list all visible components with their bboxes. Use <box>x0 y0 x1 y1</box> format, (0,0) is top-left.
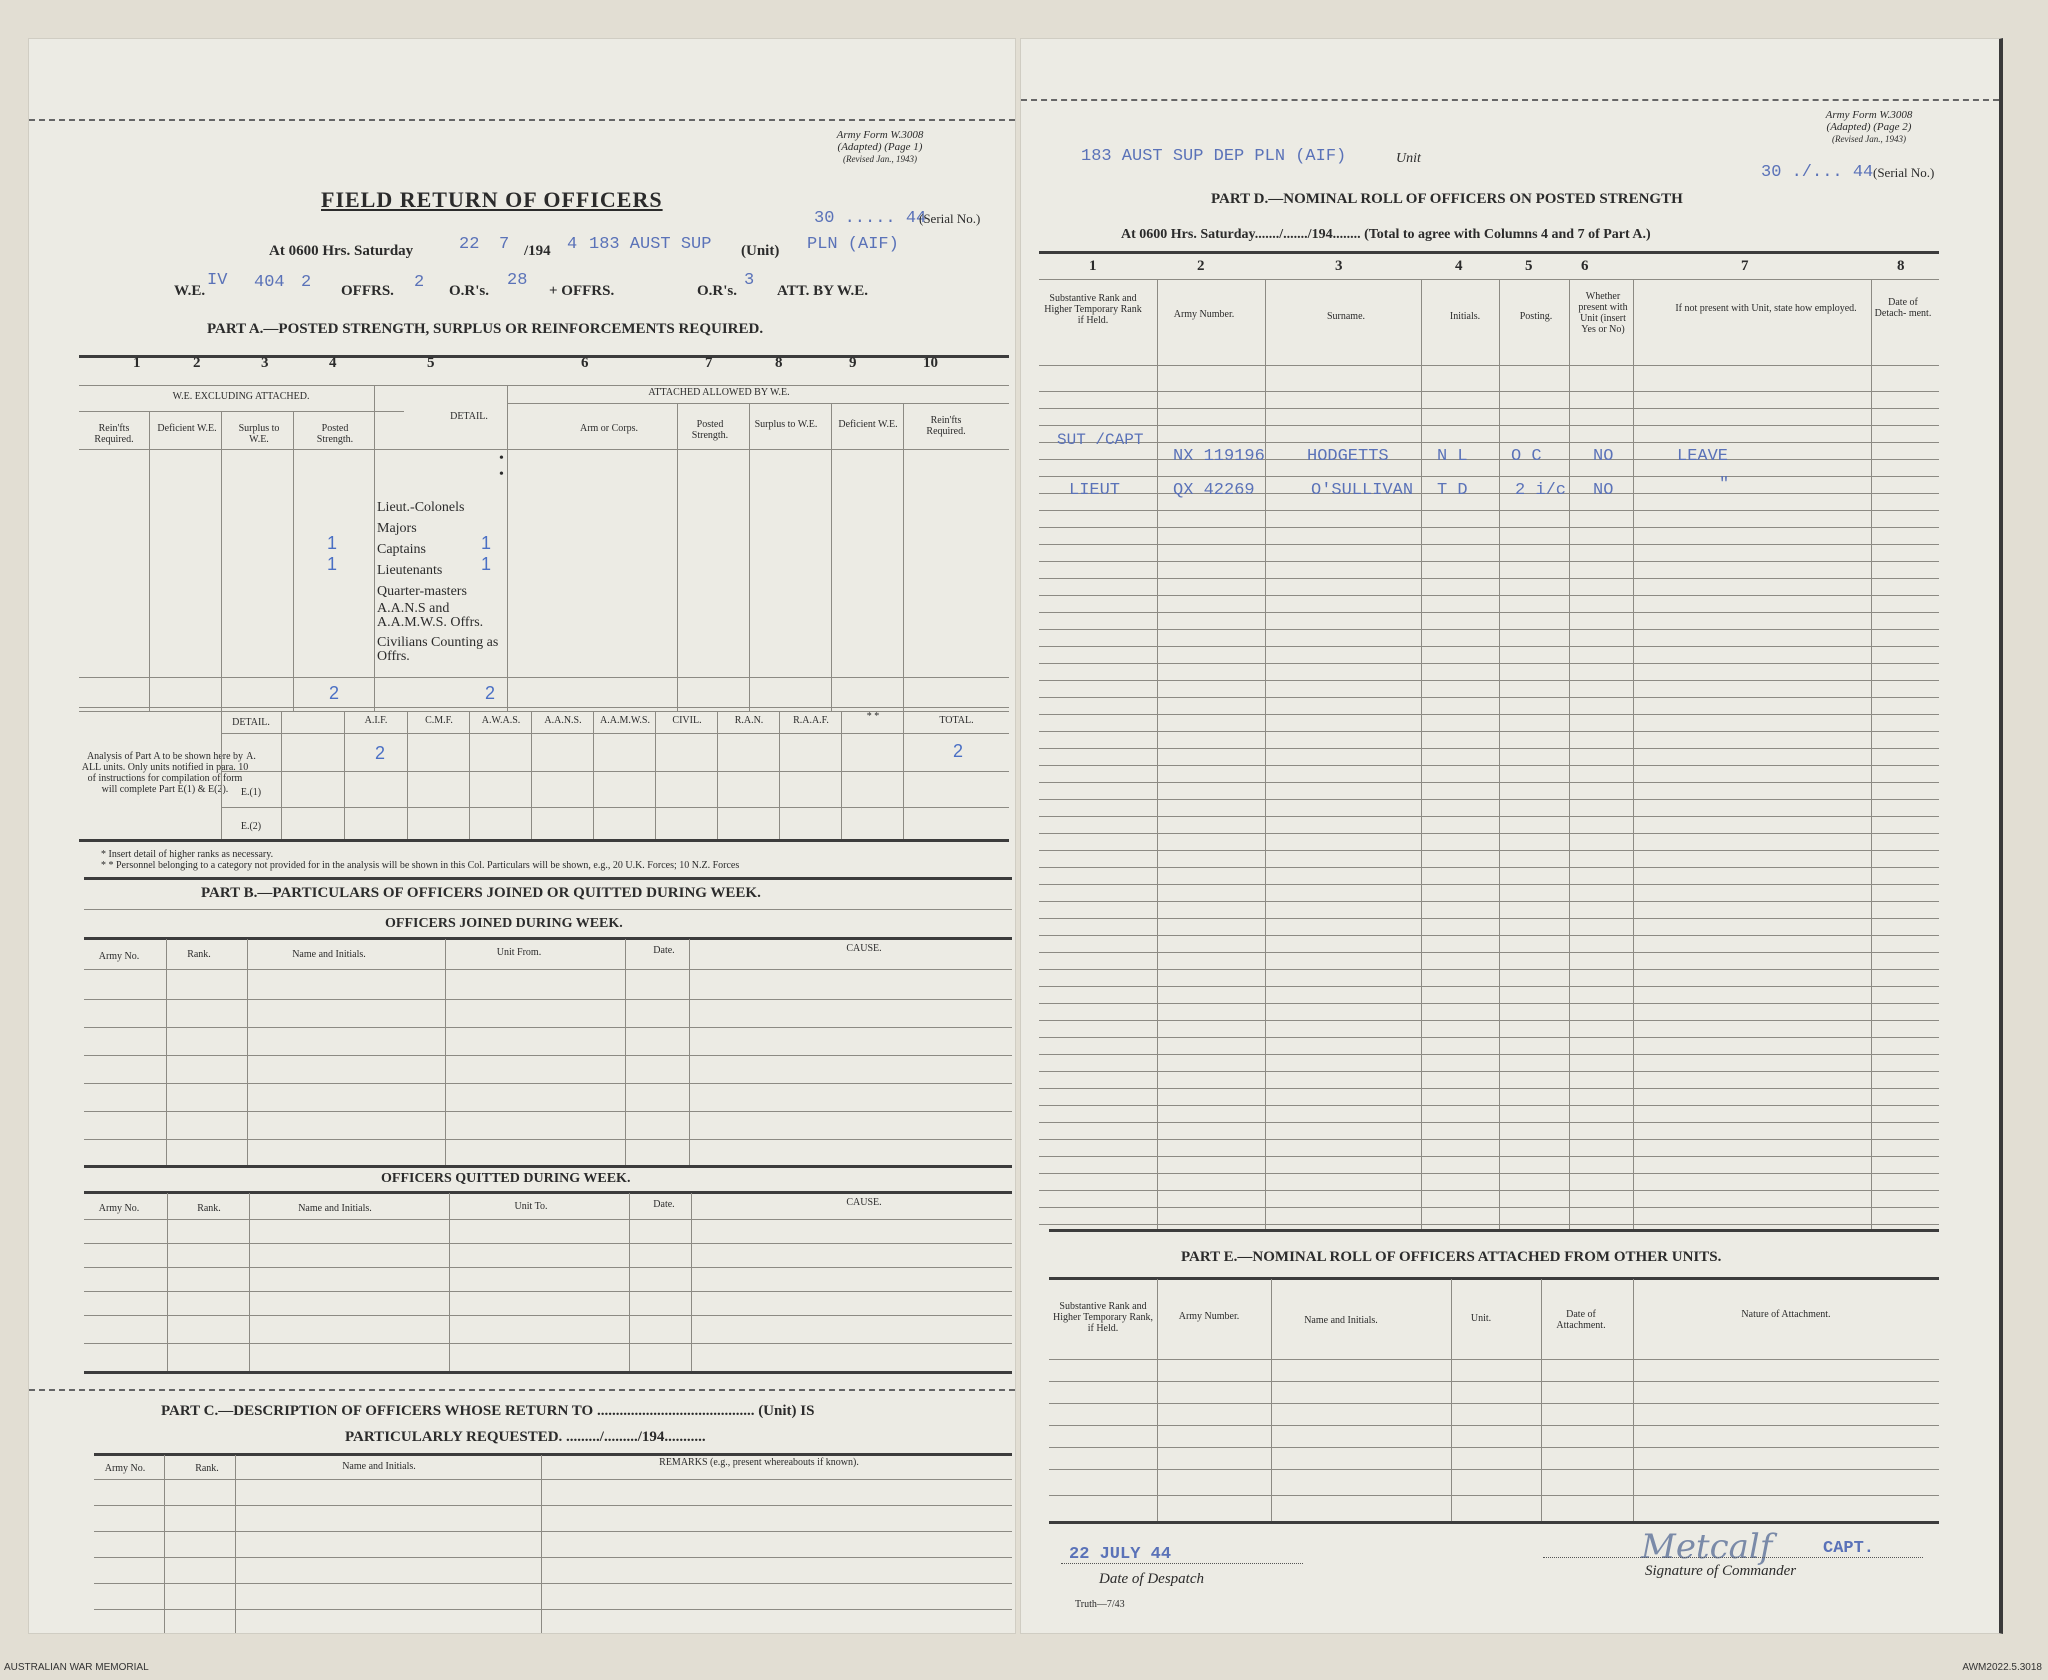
head-posted: Posted Strength. <box>316 423 354 445</box>
part-c-head-name: Name and Initials. <box>342 1461 416 1472</box>
part-c-head-remarks: REMARKS (e.g., present whereabouts if known). <box>659 1457 859 1468</box>
roll-rule-line <box>1039 425 1939 426</box>
e-head-rank: Substantive Rank and Higher Temporary Rank, if Held. <box>1053 1301 1153 1334</box>
d-col-6: 6 <box>1581 258 1589 274</box>
part-c-subtitle: PARTICULARLY REQUESTED. ........./........./194........... <box>345 1429 706 1445</box>
ors2-label: O.R's. <box>697 283 738 299</box>
offrs-fill: 2 <box>414 273 425 292</box>
e-head-date: Date of Attachment. <box>1556 1309 1606 1331</box>
d-col-2: 2 <box>1197 258 1205 274</box>
d-head-employed: If not present with Unit, state how employed. <box>1675 303 1857 314</box>
unit-fill: 183 AUST SUP <box>589 235 712 254</box>
d-head-detachment: Date of Detach- ment. <box>1874 297 1932 319</box>
despatch-label: Date of Despatch <box>1099 1571 1204 1587</box>
form-title: FIELD RETURN OF OFFICERS <box>321 187 663 212</box>
roll-rule-line <box>1039 867 1939 868</box>
roll-rule-line <box>1039 1224 1939 1225</box>
joined-head-date: Date. <box>653 945 675 956</box>
roll-rule-line <box>1039 850 1939 851</box>
roll-rule-line <box>1039 935 1939 936</box>
officer-posting: 2 i/c <box>1515 481 1567 500</box>
roll-rule-line <box>1039 595 1939 596</box>
archive-reference: AWM2022.5.3018 <box>1962 1662 2042 1673</box>
d-head-initials: Initials. <box>1449 311 1481 322</box>
analysis-head-civil: CIVIL. <box>672 715 702 726</box>
plus-offrs-label: + OFFRS. <box>549 283 615 299</box>
part-e-title: PART E.—NOMINAL ROLL OF OFFICERS ATTACHED FROM OTHER UNITS. <box>1181 1249 1722 1265</box>
date-year: /194 <box>524 243 551 259</box>
officer-employed: " <box>1719 475 1730 494</box>
roll-rule-line <box>1039 765 1939 766</box>
head-posted-2: Posted Strength. <box>691 419 729 441</box>
roll-rule-line <box>1039 816 1939 817</box>
col-10: 10 <box>923 355 938 371</box>
analysis-total-value: 2 <box>953 741 964 761</box>
roll-rule-line <box>1039 833 1939 834</box>
analysis-head-ran: R.A.N. <box>734 715 764 726</box>
roll-rule-line <box>1039 1003 1939 1004</box>
roll-rule-line <box>1039 714 1939 715</box>
quitted-head-unit-to: Unit To. <box>514 1201 548 1212</box>
d-col-7: 7 <box>1741 258 1749 274</box>
d-head-present: Whether present with Unit (insert Yes or No) <box>1578 291 1628 335</box>
col-3: 3 <box>261 355 269 371</box>
we-fill: IV <box>207 271 228 290</box>
head-deficient: Deficient W.E. <box>157 423 217 434</box>
roll-rule-line <box>1039 680 1939 681</box>
d-head-posting: Posting. <box>1519 311 1553 322</box>
page-1 <box>28 38 1016 1634</box>
roll-rule-line <box>1039 663 1939 664</box>
roll-rule-line <box>1039 527 1939 528</box>
roll-rule-line <box>1039 1037 1939 1038</box>
part-b-title: PART B.—PARTICULARS OF OFFICERS JOINED OR QUITTED DURING WEEK. <box>201 885 761 901</box>
analysis-head-cmf: C.M.F. <box>425 715 453 726</box>
officer-army-number: QX 42269 <box>1173 481 1255 500</box>
d-head-surname: Surname. <box>1326 311 1366 322</box>
d-col-1: 1 <box>1089 258 1097 274</box>
form-reference-right: Army Form W.3008 (Adapted) (Page 2) (Revised Jan., 1943) <box>1825 109 1913 144</box>
detail-lieutenants: 1 <box>481 554 492 574</box>
rank-majors: Majors <box>377 521 417 536</box>
analysis-row-e1: E.(1) <box>240 787 262 798</box>
officer-employed: LEAVE <box>1677 447 1729 466</box>
ors-fill: 28 <box>507 271 528 290</box>
roll-rule-line <box>1039 1156 1939 1157</box>
analysis-head-detail: DETAIL. <box>232 717 270 728</box>
unit-label-right: Unit <box>1396 151 1421 166</box>
roll-rule-line <box>1039 1088 1939 1089</box>
roll-rule-line <box>1039 629 1939 630</box>
rank-aans: A.A.N.S and A.A.M.W.S. Offrs. <box>377 601 484 630</box>
officer-rank: SUT /CAPT <box>1057 431 1144 449</box>
serial-label-right: (Serial No.) <box>1873 165 1935 180</box>
posted-captains: 1 <box>327 533 338 553</box>
unit-fill-right: 183 AUST SUP DEP PLN (AIF) <box>1081 147 1347 166</box>
officer-posting: O C <box>1511 447 1542 466</box>
officer-surname: HODGETTS <box>1307 447 1389 466</box>
head-reinfts-2: Rein'fts Required. <box>926 415 966 437</box>
analysis-head-other: * * <box>866 711 880 722</box>
roll-rule-line <box>1039 901 1939 902</box>
rank-captains: Captains <box>377 542 426 557</box>
col-6: 6 <box>581 355 589 371</box>
signature-rank: CAPT. <box>1823 1539 1875 1558</box>
analysis-head-aamws: A.A.M.W.S. <box>600 715 650 726</box>
roll-rule-line <box>1039 986 1939 987</box>
analysis-aif-value: 2 <box>375 743 386 763</box>
roll-rule-line <box>1039 561 1939 562</box>
roll-rule-line <box>1039 1190 1939 1191</box>
rank-lieutenants: Lieutenants <box>377 563 443 578</box>
serial-number-right: 30 ./... 44 <box>1761 163 1874 182</box>
quitted-head-name: Name and Initials. <box>298 1203 372 1214</box>
quitted-title: OFFICERS QUITTED DURING WEEK. <box>381 1171 631 1186</box>
part-c-head-rank: Rank. <box>195 1463 219 1474</box>
joined-head-rank: Rank. <box>187 949 211 960</box>
part-d-subtitle: At 0600 Hrs. Saturday......./......./194........ (Total to agree with Columns 4 and 7 of Part A.) <box>1121 227 1651 242</box>
detail-captains: 1 <box>481 533 492 553</box>
footnote-1: * Insert detail of higher ranks as necessary. <box>101 849 274 860</box>
analysis-note: Analysis of Part A to be shown here by ALL units. Only units notified in para. 10 of instructions for compilation of form will complete Part E(1) & E(2). <box>81 751 249 795</box>
roll-rule-line <box>1039 1139 1939 1140</box>
head-surplus: Surplus to W.E. <box>238 423 280 445</box>
e-head-name: Name and Initials. <box>1304 1315 1378 1326</box>
page-2 <box>1020 38 2003 1634</box>
e-head-unit: Unit. <box>1470 1313 1492 1324</box>
archive-credit: AUSTRALIAN WAR MEMORIAL <box>4 1662 149 1673</box>
e-head-nature: Nature of Attachment. <box>1741 1309 1831 1320</box>
rank-civilians: Civilians Counting as Offrs. <box>377 635 499 664</box>
footnote-2: * * Personnel belonging to a category not provided for in the analysis will be shown in this Col. Particulars will be shown, e.g., 20 U.K. Forces; 10 N.Z. Forces <box>101 860 740 871</box>
officer-present: NO <box>1593 481 1614 500</box>
officer-present: NO <box>1593 447 1614 466</box>
d-col-5: 5 <box>1525 258 1533 274</box>
roll-rule-line <box>1039 1054 1939 1055</box>
d-head-rank: Substantive Rank and Higher Temporary Rank if Held. <box>1044 293 1142 326</box>
analysis-row-e2: E.(2) <box>240 821 262 832</box>
d-head-army-number: Army Number. <box>1173 309 1235 320</box>
quitted-head-date: Date. <box>653 1199 675 1210</box>
roll-rule-line <box>1039 442 1939 443</box>
we-fill-2: 404 <box>254 273 285 292</box>
e-head-army-number: Army Number. <box>1178 1311 1240 1322</box>
fold-line-top <box>29 119 1015 121</box>
head-arm: Arm or Corps. <box>579 423 639 434</box>
fold-line-top-right <box>1021 99 1999 101</box>
quitted-head-army-no: Army No. <box>98 1203 140 1214</box>
date-year-fill: 4 <box>567 235 578 254</box>
head-reinfts: Rein'fts Required. <box>94 423 134 445</box>
quitted-head-rank: Rank. <box>197 1203 221 1214</box>
we-excluding-label: W.E. EXCLUDING ATTACHED. <box>172 391 310 402</box>
signature-label: Signature of Commander <box>1645 1563 1797 1579</box>
officer-army-number: NX 119196 <box>1173 447 1265 466</box>
col-2: 2 <box>193 355 201 371</box>
quitted-head-cause: CAUSE. <box>846 1197 882 1208</box>
analysis-head-awas: A.W.A.S. <box>481 715 521 726</box>
roll-rule-line <box>1039 952 1939 953</box>
posted-lieutenants: 1 <box>327 554 338 574</box>
head-deficient-2: Deficient W.E. <box>838 419 898 430</box>
analysis-head-aif: A.I.F. <box>364 715 388 726</box>
serial-number: 30 ..... 44 <box>814 209 927 228</box>
col-9: 9 <box>849 355 857 371</box>
roll-rule-line <box>1039 612 1939 613</box>
d-col-4: 4 <box>1455 258 1463 274</box>
part-a-title: PART A.—POSTED STRENGTH, SURPLUS OR REINFORCEMENTS REQUIRED. <box>207 321 764 337</box>
we-fill-3: 2 <box>301 273 312 292</box>
unit-label: (Unit) <box>741 243 780 259</box>
ors-label: O.R's. <box>449 283 490 299</box>
col-4: 4 <box>329 355 337 371</box>
we-label: W.E. <box>174 283 206 299</box>
detail-label: DETAIL. <box>450 411 488 422</box>
attached-allowed-label: ATTACHED ALLOWED BY W.E. <box>648 387 790 398</box>
ors2-fill: 3 <box>744 271 755 290</box>
analysis-row-a: A. <box>246 751 256 762</box>
roll-rule-line <box>1039 799 1939 800</box>
roll-rule-line <box>1039 476 1939 477</box>
roll-rule-line <box>1039 1071 1939 1072</box>
part-c-title: PART C.—DESCRIPTION OF OFFICERS WHOSE RETURN TO .......................................... (Unit) IS <box>161 1403 815 1419</box>
analysis-head-total: TOTAL. <box>939 715 974 726</box>
fold-line-bottom <box>29 1389 1015 1391</box>
analysis-head-raaf: R.A.A.F. <box>793 715 829 726</box>
total-posted: 2 <box>329 683 340 703</box>
printer-imprint: Truth—7/43 <box>1075 1599 1125 1610</box>
officer-surname: O'SULLIVAN <box>1311 481 1414 500</box>
head-surplus-2: Surplus to W.E. <box>754 419 818 430</box>
roll-rule-line <box>1039 1122 1939 1123</box>
joined-head-unit-from: Unit From. <box>496 947 542 958</box>
roll-rule-line <box>1039 697 1939 698</box>
d-col-3: 3 <box>1335 258 1343 274</box>
date-month: 7 <box>499 235 510 254</box>
roll-rule-line <box>1039 1173 1939 1174</box>
roll-rule-line <box>1039 1207 1939 1208</box>
roll-rule-line <box>1039 391 1939 392</box>
roll-rule-line <box>1039 782 1939 783</box>
form-reference: Army Form W.3008 (Adapted) (Page 1) (Revised Jan., 1943) <box>836 129 924 164</box>
officer-initials: N L <box>1437 447 1468 466</box>
roll-rule-line <box>1039 748 1939 749</box>
d-col-8: 8 <box>1897 258 1905 274</box>
at-label: At 0600 Hrs. Saturday <box>269 243 414 259</box>
roll-rule-line <box>1039 510 1939 511</box>
joined-head-cause: CAUSE. <box>846 943 882 954</box>
att-label: ATT. BY W.E. <box>777 283 869 299</box>
serial-label: (Serial No.) <box>919 211 981 226</box>
part-d-title: PART D.—NOMINAL ROLL OF OFFICERS ON POSTED STRENGTH <box>1211 191 1683 207</box>
analysis-head-aans: A.A.N.S. <box>544 715 582 726</box>
roll-rule-line <box>1039 969 1939 970</box>
joined-head-name: Name and Initials. <box>292 949 366 960</box>
rank-quarter-masters: Quarter-masters <box>377 584 467 599</box>
officer-rank: LIEUT <box>1069 481 1121 500</box>
unit-fill-b: PLN (AIF) <box>807 235 899 254</box>
roll-rule-line <box>1039 578 1939 579</box>
offrs-label: OFFRS. <box>341 283 394 299</box>
roll-rule-line <box>1039 1020 1939 1021</box>
date-day: 22 <box>459 235 480 254</box>
roll-rule-line <box>1039 408 1939 409</box>
rank-list <box>377 497 507 664</box>
roll-rule-line <box>1039 1105 1939 1106</box>
roll-rule-line <box>1039 646 1939 647</box>
roll-rule-line <box>1039 731 1939 732</box>
col-8: 8 <box>775 355 783 371</box>
roll-rule-line <box>1039 544 1939 545</box>
joined-title: OFFICERS JOINED DURING WEEK. <box>385 916 623 931</box>
col-7: 7 <box>705 355 713 371</box>
rank-lieut-colonels: Lieut.-Colonels <box>377 500 465 515</box>
despatch-date: 22 JULY 44 <box>1069 1545 1172 1564</box>
officer-initials: T D <box>1437 481 1468 500</box>
roll-rule-line <box>1039 918 1939 919</box>
roll-rule-line <box>1039 884 1939 885</box>
joined-head-army-no: Army No. <box>98 951 140 962</box>
part-c-head-army-no: Army No. <box>104 1463 146 1474</box>
higher-ranks-dots: • • <box>499 451 504 482</box>
col-1: 1 <box>133 355 141 371</box>
col-5: 5 <box>427 355 435 371</box>
commander-signature: Metcalf <box>1641 1527 1773 1567</box>
total-detail: 2 <box>485 683 496 703</box>
